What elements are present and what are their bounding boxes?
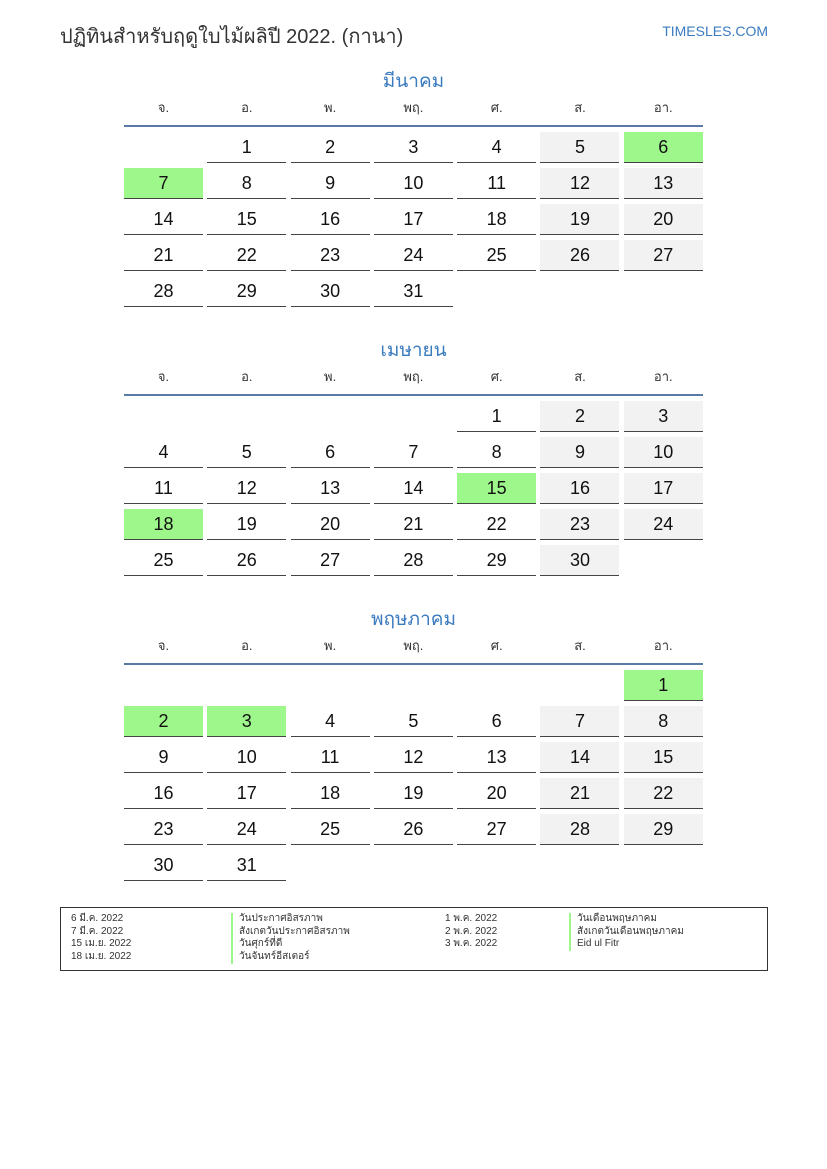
day-cell[interactable]: 29	[457, 545, 536, 576]
day-cell[interactable]: 11	[291, 742, 370, 773]
legend-date: 2 พ.ค. 2022	[445, 925, 498, 937]
day-cell[interactable]: 29	[207, 276, 286, 307]
day-cell[interactable]: 11	[124, 473, 203, 504]
weekday-label: พ.	[324, 638, 337, 653]
weekday-label: ศ.	[490, 638, 503, 653]
day-cell[interactable]: 30	[124, 850, 203, 881]
day-cell[interactable]: 3	[624, 401, 703, 432]
week-row	[124, 168, 703, 204]
weekday-label: พฤ.	[403, 638, 424, 653]
day-cell[interactable]: 7	[374, 437, 453, 468]
day-cell[interactable]: 22	[624, 778, 703, 809]
weekday-label: พฤ.	[403, 100, 424, 115]
weekday-label: พฤ.	[403, 369, 424, 384]
day-cell[interactable]: 4	[457, 132, 536, 163]
week-row	[124, 204, 703, 240]
day-cell[interactable]: 19	[374, 778, 453, 809]
empty-day-cell	[540, 276, 619, 306]
holiday-day-cell[interactable]: 6	[624, 132, 703, 163]
day-cell[interactable]: 2	[540, 401, 619, 432]
day-cell[interactable]: 8	[457, 437, 536, 468]
legend-names-left	[231, 913, 350, 964]
day-cell[interactable]: 16	[124, 778, 203, 809]
day-cell[interactable]: 13	[291, 473, 370, 504]
day-cell[interactable]: 10	[624, 437, 703, 468]
weekday-label: จ.	[157, 369, 170, 384]
day-cell[interactable]: 10	[207, 742, 286, 773]
day-cell[interactable]: 9	[124, 742, 203, 773]
empty-day-cell	[124, 132, 203, 162]
weekday-label: จ.	[157, 638, 170, 653]
weekday-label: อา.	[653, 638, 673, 653]
week-row	[124, 850, 703, 886]
legend-names-right	[569, 913, 684, 951]
month-calendar	[124, 337, 703, 581]
week-row	[124, 778, 703, 814]
week-row	[124, 670, 703, 706]
weekday-label: ส.	[574, 100, 586, 115]
day-cell[interactable]: 30	[540, 545, 619, 576]
legend-holiday-name: สังเกตวันเดือนพฤษภาคม	[569, 926, 684, 939]
empty-day-cell	[624, 545, 703, 575]
day-cell[interactable]: 25	[124, 545, 203, 576]
legend-dates-left	[71, 913, 131, 964]
day-cell[interactable]: 19	[540, 204, 619, 235]
day-cell[interactable]: 9	[291, 168, 370, 199]
day-cell[interactable]: 6	[291, 437, 370, 468]
day-cell[interactable]: 10	[374, 168, 453, 199]
empty-day-cell	[374, 401, 453, 431]
weekday-label: อา.	[653, 369, 673, 384]
legend-date: 3 พ.ค. 2022	[445, 938, 498, 950]
day-cell[interactable]: 2	[291, 132, 370, 163]
weekday-label: อ.	[241, 100, 253, 115]
day-cell[interactable]: 15	[207, 204, 286, 235]
week-row	[124, 473, 703, 509]
week-row	[124, 240, 703, 276]
legend-holiday-name: Eid ul Fitr	[569, 938, 684, 951]
month-name: พฤษภาคม	[371, 609, 456, 630]
day-cell[interactable]: 8	[624, 706, 703, 737]
holiday-day-cell[interactable]: 3	[207, 706, 286, 737]
legend-date: 15 เม.ย. 2022	[71, 938, 132, 950]
day-cell[interactable]: 26	[207, 545, 286, 576]
day-cell[interactable]: 18	[457, 204, 536, 235]
week-row	[124, 509, 703, 545]
legend-holiday-name: วันประกาศอิสรภาพ	[231, 913, 350, 926]
day-cell[interactable]: 5	[540, 132, 619, 163]
week-row	[124, 814, 703, 850]
empty-day-cell	[207, 401, 286, 431]
day-cell[interactable]: 1	[457, 401, 536, 432]
day-cell[interactable]: 18	[291, 778, 370, 809]
day-cell[interactable]: 19	[207, 509, 286, 540]
weekday-label: พ.	[324, 100, 337, 115]
day-cell[interactable]: 31	[207, 850, 286, 881]
day-cell[interactable]: 31	[374, 276, 453, 307]
weekday-label: จ.	[157, 100, 170, 115]
page-title: ปฏิทินสำหรับฤดูใบไม้ผลิปี 2022. (กานา)	[60, 26, 404, 48]
empty-day-cell	[540, 670, 619, 700]
holiday-day-cell[interactable]: 18	[124, 509, 203, 540]
day-cell[interactable]: 28	[124, 276, 203, 307]
legend-holiday-name: วันเดือนพฤษภาคม	[569, 913, 684, 926]
empty-day-cell	[457, 850, 536, 880]
day-cell[interactable]: 24	[624, 509, 703, 540]
day-cell[interactable]: 23	[540, 509, 619, 540]
day-cell[interactable]: 27	[457, 814, 536, 845]
empty-day-cell	[207, 670, 286, 700]
holiday-day-cell[interactable]: 7	[124, 168, 203, 199]
day-cell[interactable]: 5	[374, 706, 453, 737]
day-cell[interactable]: 24	[374, 240, 453, 271]
legend-date: 7 มี.ค. 2022	[71, 925, 124, 937]
weekday-label: อ.	[241, 638, 253, 653]
legend-dates-right	[445, 913, 497, 951]
day-cell[interactable]: 4	[291, 706, 370, 737]
day-cell[interactable]: 13	[457, 742, 536, 773]
empty-day-cell	[291, 670, 370, 700]
month-name: เมษายน	[380, 340, 447, 361]
weekday-label: ศ.	[490, 100, 503, 115]
day-cell[interactable]: 30	[291, 276, 370, 307]
day-cell[interactable]: 12	[207, 473, 286, 504]
week-row	[124, 401, 703, 437]
weekday-label: อ.	[241, 369, 253, 384]
empty-day-cell	[291, 401, 370, 431]
day-cell[interactable]: 20	[457, 778, 536, 809]
day-cell[interactable]: 15	[624, 742, 703, 773]
weekday-label: อา.	[653, 100, 673, 115]
day-cell[interactable]: 20	[624, 204, 703, 235]
holiday-legend	[60, 907, 768, 971]
week-row	[124, 706, 703, 742]
day-cell[interactable]: 26	[374, 814, 453, 845]
day-cell[interactable]: 12	[374, 742, 453, 773]
day-cell[interactable]: 4	[124, 437, 203, 468]
day-cell[interactable]: 27	[291, 545, 370, 576]
empty-day-cell	[374, 670, 453, 700]
weekday-label: ศ.	[490, 369, 503, 384]
day-cell[interactable]: 25	[291, 814, 370, 845]
empty-day-cell	[457, 276, 536, 306]
day-cell[interactable]: 1	[207, 132, 286, 163]
day-cell[interactable]: 14	[540, 742, 619, 773]
empty-day-cell	[457, 670, 536, 700]
day-cell[interactable]: 13	[624, 168, 703, 199]
week-row	[124, 545, 703, 581]
holiday-day-cell[interactable]: 2	[124, 706, 203, 737]
day-cell[interactable]: 23	[124, 814, 203, 845]
day-cell[interactable]: 17	[624, 473, 703, 504]
empty-day-cell	[124, 401, 203, 431]
day-cell[interactable]: 28	[540, 814, 619, 845]
day-cell[interactable]: 25	[457, 240, 536, 271]
day-cell[interactable]: 17	[207, 778, 286, 809]
weekday-header	[124, 96, 703, 127]
legend-date: 18 เม.ย. 2022	[71, 951, 132, 963]
day-cell[interactable]: 29	[624, 814, 703, 845]
legend-holiday-name: สังเกตวันประกาศอิสรภาพ	[231, 926, 350, 939]
day-cell[interactable]: 16	[540, 473, 619, 504]
empty-day-cell	[540, 850, 619, 880]
day-cell[interactable]: 28	[374, 545, 453, 576]
day-cell[interactable]: 21	[374, 509, 453, 540]
day-cell[interactable]: 16	[291, 204, 370, 235]
weekday-header	[124, 634, 703, 665]
legend-holiday-name: วันศุกร์ที่ดี	[231, 938, 350, 951]
holiday-day-cell[interactable]: 1	[624, 670, 703, 701]
week-row	[124, 276, 703, 312]
empty-day-cell	[624, 850, 703, 880]
legend-holiday-name: วันจันทร์อีสเตอร์	[231, 951, 350, 964]
month-calendar	[124, 606, 703, 886]
legend-date: 6 มี.ค. 2022	[71, 913, 124, 924]
empty-day-cell	[374, 850, 453, 880]
legend-date: 1 พ.ค. 2022	[445, 913, 498, 924]
empty-day-cell	[124, 670, 203, 700]
day-cell[interactable]: 22	[207, 240, 286, 271]
day-cell[interactable]: 26	[540, 240, 619, 271]
day-cell[interactable]: 22	[457, 509, 536, 540]
day-cell[interactable]: 17	[374, 204, 453, 235]
day-cell[interactable]: 7	[540, 706, 619, 737]
week-row	[124, 132, 703, 168]
day-cell[interactable]: 6	[457, 706, 536, 737]
day-cell[interactable]: 3	[374, 132, 453, 163]
day-cell[interactable]: 12	[540, 168, 619, 199]
weekday-header	[124, 365, 703, 396]
day-cell[interactable]: 14	[374, 473, 453, 504]
day-cell[interactable]: 20	[291, 509, 370, 540]
month-name: มีนาคม	[382, 71, 445, 92]
day-cell[interactable]: 8	[207, 168, 286, 199]
empty-day-cell	[624, 276, 703, 306]
month-calendar	[124, 68, 703, 312]
weekday-label: ส.	[574, 638, 586, 653]
weekday-label: ส.	[574, 369, 586, 384]
week-row	[124, 437, 703, 473]
day-cell[interactable]: 23	[291, 240, 370, 271]
weekday-label: พ.	[324, 369, 337, 384]
day-cell[interactable]: 21	[124, 240, 203, 271]
brand-link[interactable]: TIMESLES.COM	[662, 23, 768, 39]
day-cell[interactable]: 5	[207, 437, 286, 468]
empty-day-cell	[291, 850, 370, 880]
day-cell[interactable]: 9	[540, 437, 619, 468]
day-cell[interactable]: 11	[457, 168, 536, 199]
day-cell[interactable]: 24	[207, 814, 286, 845]
day-cell[interactable]: 21	[540, 778, 619, 809]
week-row	[124, 742, 703, 778]
day-cell[interactable]: 14	[124, 204, 203, 235]
holiday-day-cell[interactable]: 15	[457, 473, 536, 504]
day-cell[interactable]: 27	[624, 240, 703, 271]
